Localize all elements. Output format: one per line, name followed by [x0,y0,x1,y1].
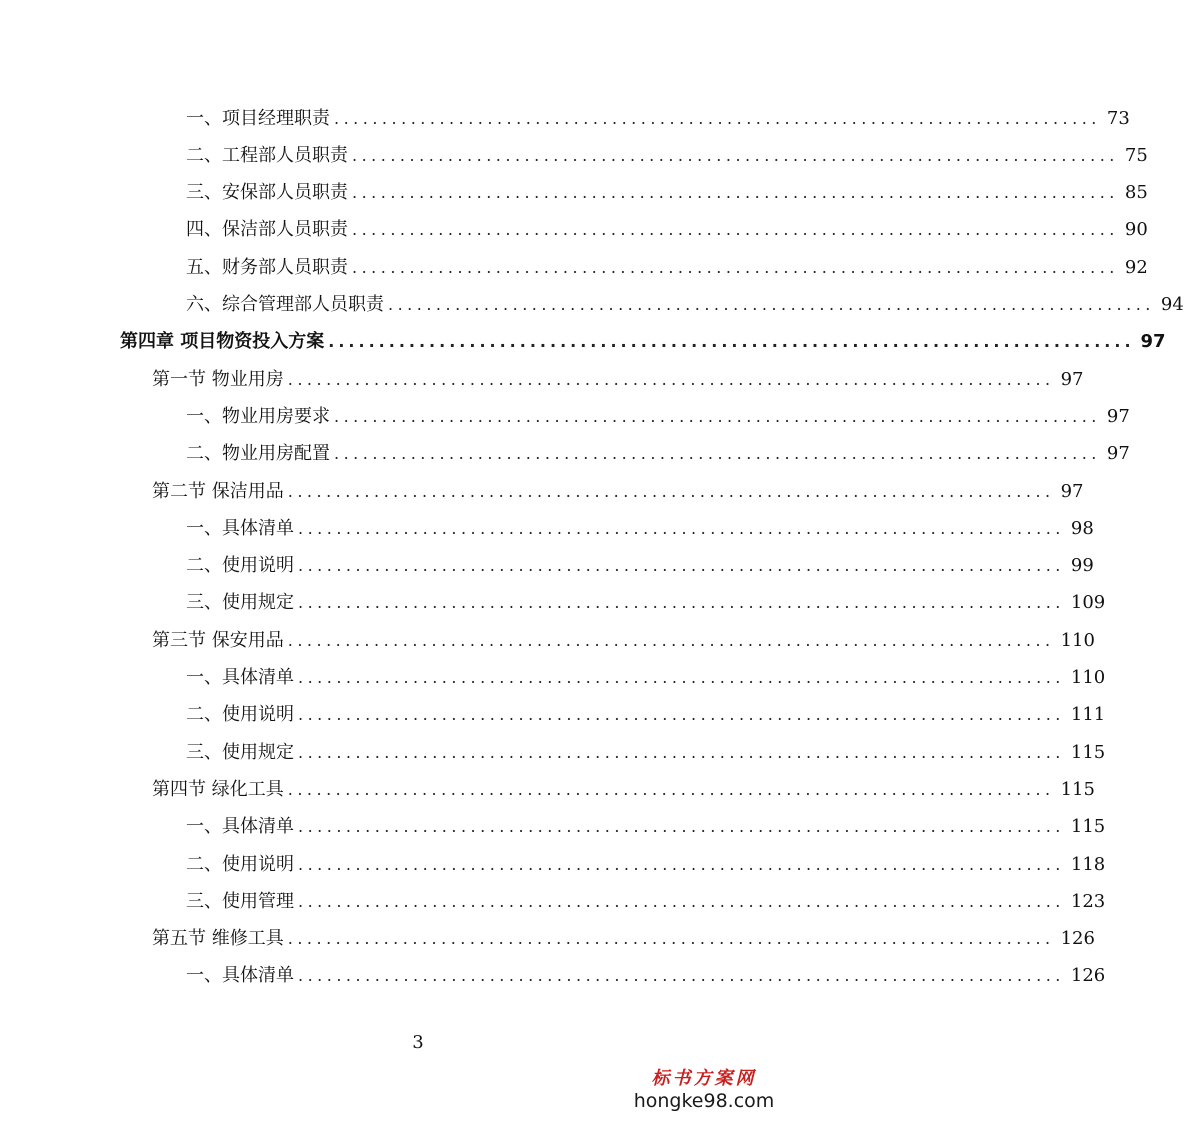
toc-entry-label: 三、使用规定 [186,741,294,763]
toc-item-entry[interactable] [186,398,1130,435]
toc-entry-page: 126 [1060,928,1095,950]
toc-entry-label: 六、综合管理部人员职责 [186,294,384,315]
toc-item-entry[interactable] [186,548,1094,585]
toc-leader-dots: ................................................................................ [352,220,1119,240]
toc-entry-label: 一、具体清单 [186,667,294,688]
toc-leader-dots: ................................................................................ [298,742,1065,762]
watermark-title: 标书方案网 [651,1068,757,1089]
toc-entry-page: 97 [1060,368,1084,390]
toc-entry-page: 115 [1070,741,1106,763]
toc-leader-dots: ................................................................................ [334,406,1101,426]
toc-section-entry[interactable] [152,361,1084,398]
toc-entry-page: 110 [1070,667,1106,688]
toc-entry-label: 第四章 项目物资投入方案 [120,331,325,353]
toc-entry-page: 115 [1060,778,1095,800]
toc-item-entry[interactable] [186,510,1094,547]
toc-entry-page: 126 [1070,965,1106,987]
toc-entry-page: 110 [1060,629,1095,651]
toc-entry-label: 二、使用说明 [186,555,294,577]
toc-entry-page: 99 [1070,555,1094,577]
toc-item-entry[interactable] [186,100,1130,137]
toc-section-entry[interactable] [152,771,1095,808]
toc-entry-page: 111 [1070,704,1106,726]
toc-entry-page: 90 [1124,219,1148,241]
toc-entry-page: 97 [1106,405,1130,427]
watermark [629,1064,779,1112]
toc-entry-page: 98 [1070,517,1094,539]
toc-entry-page: 115 [1070,816,1106,838]
toc-leader-dots: ................................................................................ [287,929,1055,949]
toc-entry-label: 三、使用规定 [186,592,294,614]
toc-leader-dots: ................................................................................ [298,966,1065,986]
toc-leader-dots: ................................................................................ [298,518,1065,538]
toc-leader-dots: ................................................................................ [287,630,1055,650]
toc-leader-dots: ................................................................................ [287,481,1055,501]
toc-leader-dots: ................................................................................ [298,854,1065,874]
toc-entry-label: 二、使用说明 [186,704,294,726]
toc-entry-label: 第一节 物业用房 [152,368,284,390]
toc-leader-dots: ................................................................................ [328,332,1135,352]
toc-entry-label: 一、具体清单 [186,517,294,539]
toc-entry-label: 第四节 绿化工具 [152,778,284,800]
toc-item-entry[interactable] [186,697,1106,734]
toc-item-entry[interactable] [186,734,1106,771]
toc-entry-label: 第五节 维修工具 [152,928,284,950]
toc-entry-label: 一、具体清单 [186,965,294,987]
toc-entry-label: 二、物业用房配置 [186,443,330,465]
page-number: 3 [412,1032,424,1053]
toc-entry-label: 一、具体清单 [186,816,294,838]
toc-leader-dots: ................................................................................ [352,183,1119,203]
toc-chapter-entry[interactable] [120,324,1166,361]
toc-leader-dots: ................................................................................ [298,668,1065,687]
toc-leader-dots: ................................................................................ [298,705,1065,725]
toc-leader-dots: ................................................................................ [352,145,1119,165]
toc-entry-page: 97 [1106,443,1130,465]
toc-item-entry[interactable] [186,585,1106,622]
toc-leader-dots: ................................................................................ [287,779,1055,799]
toc-entry-label: 三、安保部人员职责 [186,182,348,204]
toc-entry-page: 123 [1070,890,1106,912]
toc-item-entry[interactable] [186,137,1148,174]
toc-entry-page: 97 [1140,331,1166,353]
toc-section-entry[interactable] [152,921,1095,958]
toc-leader-dots: ................................................................................ [388,295,1155,314]
toc-leader-dots: ................................................................................ [298,556,1065,576]
toc-item-entry[interactable] [186,212,1148,249]
toc-section-entry[interactable] [152,473,1084,510]
toc-entry-page: 109 [1070,592,1106,614]
toc-section-entry[interactable] [152,622,1095,659]
toc-entry-page: 75 [1124,144,1148,166]
toc-entry-page: 97 [1060,480,1084,502]
toc-entry-label: 一、项目经理职责 [186,107,330,129]
toc-entry-page: 92 [1124,256,1148,278]
toc-item-entry[interactable] [186,436,1130,473]
toc-leader-dots: ................................................................................ [287,369,1055,389]
toc-item-entry[interactable] [186,958,1106,995]
toc-entry-label: 五、财务部人员职责 [186,256,348,278]
toc-entry-page: 73 [1106,107,1130,129]
toc-item-entry[interactable] [186,287,1184,324]
toc-entry-label: 三、使用管理 [186,890,294,912]
toc-entry-label: 二、工程部人员职责 [186,144,348,166]
toc-item-entry[interactable] [186,660,1106,697]
toc-item-entry[interactable] [186,809,1106,846]
toc-entry-label: 四、保洁部人员职责 [186,219,348,241]
toc-entry-label: 二、使用说明 [186,853,294,875]
toc-entry-page: 118 [1070,853,1106,875]
toc-entry-page: 94 [1160,294,1184,315]
toc-leader-dots: ................................................................................ [298,891,1065,911]
toc-leader-dots: ................................................................................ [334,444,1101,464]
toc-entry-label: 第三节 保安用品 [152,629,284,651]
toc-item-entry[interactable] [186,249,1148,286]
watermark-url: hongke98.com [633,1090,775,1112]
toc-entry-label: 一、物业用房要求 [186,405,330,427]
toc-entry-page: 85 [1124,182,1148,204]
toc-leader-dots: ................................................................................ [334,108,1101,128]
toc-leader-dots: ................................................................................ [298,593,1065,613]
toc-item-entry[interactable] [186,175,1148,212]
toc-item-entry[interactable] [186,846,1106,883]
toc-item-entry[interactable] [186,883,1106,920]
toc-leader-dots: ................................................................................ [298,817,1065,837]
toc-entry-label: 第二节 保洁用品 [152,480,284,502]
toc-leader-dots: ................................................................................ [352,257,1119,277]
